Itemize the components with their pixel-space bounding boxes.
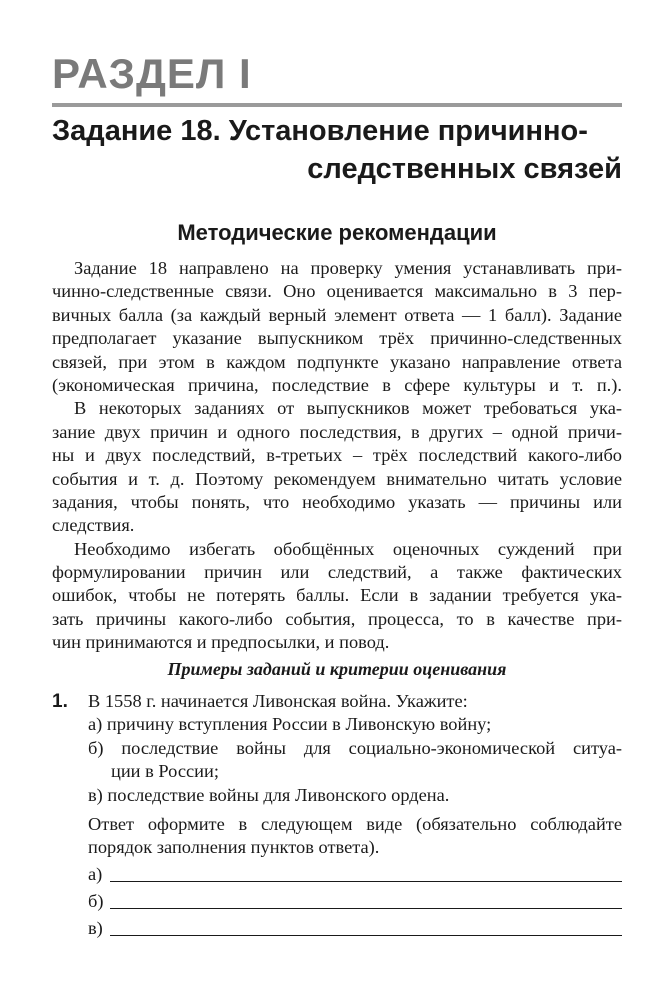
task-title — [52, 112, 622, 188]
question-body — [88, 690, 622, 860]
instruction-line-1: Ответ оформите в следующем виде (обязательно соблюдайте — [88, 813, 622, 834]
paragraph-line: предполагает указание выпускником трёх причинно-следственных — [52, 328, 622, 349]
paragraph-line: связей, при этом в каждом подпункте указано направление ответа — [52, 351, 622, 372]
paragraph-line: чин принимаются и предпосылки, и повод. — [52, 632, 390, 653]
paragraph-line: В некоторых заданиях от выпускников может требоваться ука- — [74, 398, 622, 419]
option-b — [88, 737, 622, 784]
paragraph-line: события и т. д. Поэтому рекомендуем внимательно читать условие — [52, 468, 622, 489]
answer-line-c — [88, 916, 622, 940]
paragraph-line: задания, чтобы понять, что необходимо указать — причины или — [52, 491, 622, 512]
paragraph-line: Задание 18 направлено на проверку умения устанавливать при- — [74, 258, 622, 278]
option-b-line-1: б) последствие войны для социально-экономической ситуа- — [88, 737, 622, 758]
section-title: РАЗДЕЛ I — [52, 50, 252, 97]
answer-rule — [110, 881, 622, 882]
paragraph-line: следствия. — [52, 515, 135, 536]
answer-line-a — [88, 862, 622, 886]
task-title-line-1: Задание 18. Установление причинно- — [52, 115, 588, 147]
section-divider — [52, 103, 622, 107]
method-body — [52, 257, 622, 655]
answer-label: б) — [88, 891, 104, 911]
paragraph-line: (экономическая причина, последствие в сфере культуры и т. п.). — [52, 374, 622, 395]
paragraph-line: ошибок, чтобы не потерять баллы. Если в задании требуется ука- — [52, 585, 622, 606]
examples-heading: Примеры заданий и критерии оценивания — [167, 659, 507, 679]
paragraph-line: формулировании причин или следствий, а также фактических — [52, 562, 622, 583]
answer-label: а) — [88, 864, 103, 884]
answer-line-b — [88, 889, 622, 913]
instruction-line-2: порядок заполнения пунктов ответа). — [88, 837, 380, 858]
paragraph-line: зать причины какого-либо события, процесса, то в качестве при- — [52, 608, 622, 629]
answer-rule — [110, 935, 622, 936]
paragraph-line: чинно-следственные связи. Оно оценивается максимально в 3 пер- — [52, 281, 622, 302]
answer-label: в) — [88, 918, 103, 938]
paragraph-line: Необходимо избегать обобщённых оценочных суждений при — [74, 538, 622, 559]
task-title-line-2: следственных связей — [307, 153, 622, 185]
option-a: а) причину вступления России в Ливонскую войну; — [88, 714, 492, 735]
question-number: 1. — [52, 691, 68, 712]
paragraph-line: зание двух причин и одного последствия, в других – одной причи- — [52, 421, 622, 442]
paragraph-line: ны и двух последствий, в-третьих – трёх последствий какого-либо — [52, 445, 622, 466]
option-b-line-2: ции в России; — [111, 761, 219, 782]
paragraph-line: вичных балла (за каждый верный элемент ответа — 1 балл). Задание — [52, 304, 622, 325]
question-stem: В 1558 г. начинается Ливонская война. Укажите: — [88, 691, 468, 711]
option-c: в) последствие войны для Ливонского ордена. — [88, 784, 450, 805]
method-heading: Методические рекомендации — [177, 220, 497, 245]
answer-rule — [110, 908, 622, 909]
